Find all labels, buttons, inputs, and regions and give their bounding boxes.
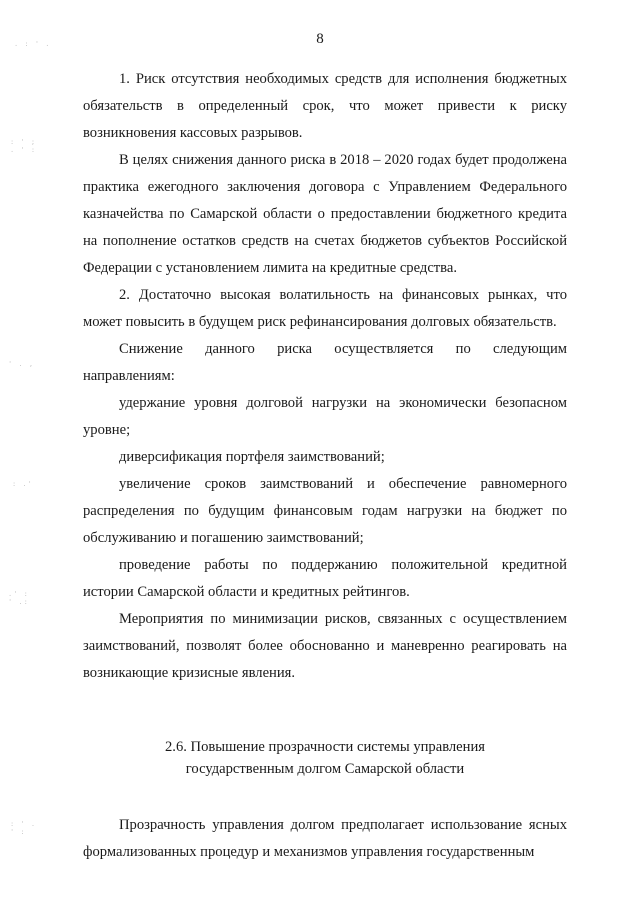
section-heading-line-1: 2.6. Повышение прозрачности системы управления xyxy=(165,739,485,755)
section-heading-line-2: государственным долгом Самарской области xyxy=(185,761,465,777)
section-heading xyxy=(83,736,567,780)
list-item-credit-history: проведение работы по поддержанию положительной кредитной истории Самарской области и кредитных рейтингов. xyxy=(83,557,567,600)
document-body xyxy=(83,66,567,866)
page-number: 8 xyxy=(316,31,324,47)
scan-artifact: : ' . ' : xyxy=(10,820,37,836)
scan-artifact: : ' ; . ' : xyxy=(10,138,37,154)
list-item-diversification: диверсификация портфеля заимствований; xyxy=(119,449,385,465)
scan-artifact: .' : ' .: xyxy=(8,590,29,606)
paragraph-risk-measures: Мероприятия по минимизации рисков, связанных с осуществлением заимствований, позволят более обоснованно и маневренно реагировать на возникающие кризисные явления. xyxy=(83,611,567,681)
paragraph-risk-2: 2. Достаточно высокая волатильность на финансовых рынках, что может повысить в будущем риск рефинансирования долговых обязательств. xyxy=(83,287,567,330)
list-item-debt-load: удержание уровня долговой нагрузки на экономически безопасном уровне; xyxy=(83,395,567,438)
paragraph-risk-2-directions: Снижение данного риска осуществляется по следующим направлениям: xyxy=(83,341,567,384)
paragraph-transparency: Прозрачность управления долгом предполагает использование ясных формализованных процедур и механизмов управления государственным xyxy=(83,817,567,860)
paragraph-risk-1-mitigation: В целях снижения данного риска в 2018 – 2020 годах будет продолжена практика ежегодного заключения договора с Управлением Федерального казначейства по Самарской области о предоставлении бюджетного кредита на пополнение остатков средств на счетах бюджетов субъектов Российской Федерации с установлением лимита на кредитные средства. xyxy=(83,152,567,276)
list-item-maturity-extension: увеличение сроков заимствований и обеспечение равномерного распределения по будущим финансовым годам нагрузки на бюджет по обслуживанию и погашению заимствований; xyxy=(83,476,567,546)
scan-artifact: . : ' . xyxy=(14,40,51,48)
scan-artifact: : .' xyxy=(12,480,33,488)
paragraph-risk-1: 1. Риск отсутствия необходимых средств для исполнения бюджетных обязательств в определенный срок, что может привести к риску возникновения кассовых разрывов. xyxy=(83,71,567,141)
scan-artifact: ' . , xyxy=(8,360,35,368)
